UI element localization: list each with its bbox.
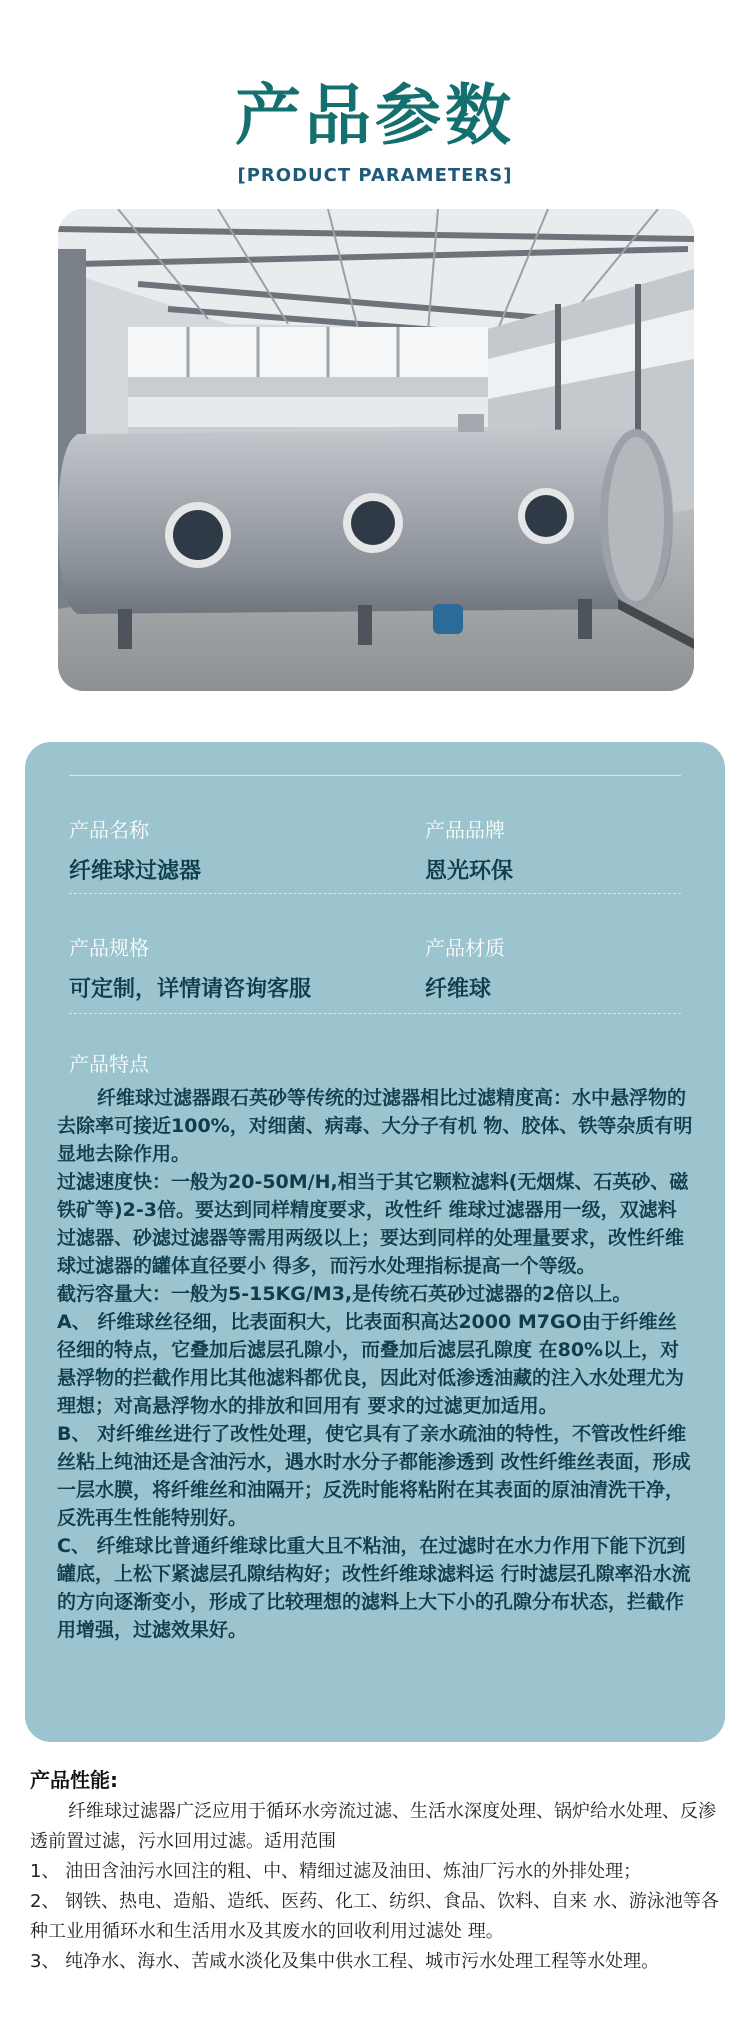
feature-paragraph: 过滤速度快：一般为20-50M/H,相当于其它颗粒滤料(无烟煤、石英砂、磁铁矿等)2-3倍。要达到同样精度要求，改性纤 维球过滤器用一级，双滤料过滤器、砂滤过滤器等需用两级以上；要达到同样的处理量要求，改性纤维球过滤器的罐体直径要小 得多，而污水处理指标提高一个等级。 (57, 1171, 689, 1277)
card-divider-top (69, 775, 681, 776)
page-subtitle: [PRODUCT PARAMETERS] (237, 165, 513, 186)
product-name-value: 纤维球过滤器 (69, 859, 202, 884)
product-material-label: 产品材质 (425, 936, 505, 960)
product-features-text (57, 1084, 695, 1644)
fiber-ball-filter-tank-photo-icon (58, 209, 694, 691)
card-divider-1 (69, 893, 681, 894)
feature-paragraph: C、 纤维球比普通纤维球比重大且不粘油，在过滤时在水力作用下能下沉到罐底，上松下紧滤层孔隙结构好；改性纤维球滤料运 行时滤层孔隙率沿水流的方向逐渐变小，形成了比较理想的滤料上大下小的孔隙分布状态，拦截作用增强，过滤效果好。 (57, 1535, 691, 1641)
product-brand-label: 产品品牌 (425, 818, 505, 842)
product-name-label: 产品名称 (69, 818, 149, 842)
product-material-value: 纤维球 (425, 977, 492, 1002)
performance-item: 3、 纯净水、海水、苦咸水淡化及集中供水工程、城市污水处理工程等水处理。 (30, 1951, 660, 1972)
feature-paragraph: 纤维球过滤器跟石英砂等传统的过滤器相比过滤精度高：水中悬浮物的去除率可接近100%，对细菌、病毒、大分子有机 物、胶体、铁等杂质有明显地去除作用。 (57, 1087, 693, 1165)
product-brand-value: 恩光环保 (425, 859, 514, 884)
product-photo (58, 209, 694, 691)
page-title: 产品参数 (235, 77, 515, 154)
product-performance-section (30, 1765, 725, 1977)
performance-intro: 纤维球过滤器广泛应用于循环水旁流过滤、生活水深度处理、锅炉给水处理、反渗透前置过滤，污水回用过滤。适用范围 (30, 1801, 716, 1852)
performance-heading: 产品性能: (30, 1768, 118, 1792)
performance-item: 2、 钢铁、热电、造船、造纸、医药、化工、纺织、食品、饮料、自来 水、游泳池等各种工业用循环水和生活用水及其废水的回收利用过滤处 理。 (30, 1891, 719, 1942)
card-divider-2 (69, 1013, 681, 1014)
product-features-label: 产品特点 (69, 1052, 149, 1076)
product-spec-value: 可定制，详情请咨询客服 (69, 977, 312, 1002)
feature-paragraph: B、 对纤维丝进行了改性处理，使它具有了亲水疏油的特性，不管改性纤维丝粘上纯油还是含油污水，遇水时水分子都能渗透到 改性纤维丝表面，形成一层水膜，将纤维丝和油隔开；反洗时能将粘附在其表面的原油清洗干净，反洗再生性能特别好。 (57, 1423, 691, 1529)
feature-paragraph: 截污容量大：一般为5-15KG/M3,是传统石英砂过滤器的2倍以上。 (57, 1283, 632, 1305)
product-spec-label: 产品规格 (69, 936, 149, 960)
product-info-card (25, 742, 725, 1742)
feature-paragraph: A、 纤维球丝径细，比表面积大，比表面积高达2000 M7GO由于纤维丝径细的特点，它叠加后滤层孔隙小，而叠加后滤层孔隙度 在80%以上，对悬浮物的拦截作用比其他滤料都优良，因此对低渗透油藏的注入水处理尤为理想；对高悬浮物水的排放和回用有 要求的过滤更加适用。 (57, 1311, 685, 1417)
performance-item: 1、 油田含油污水回注的粗、中、精细过滤及油田、炼油厂污水的外排处理； (30, 1861, 642, 1882)
